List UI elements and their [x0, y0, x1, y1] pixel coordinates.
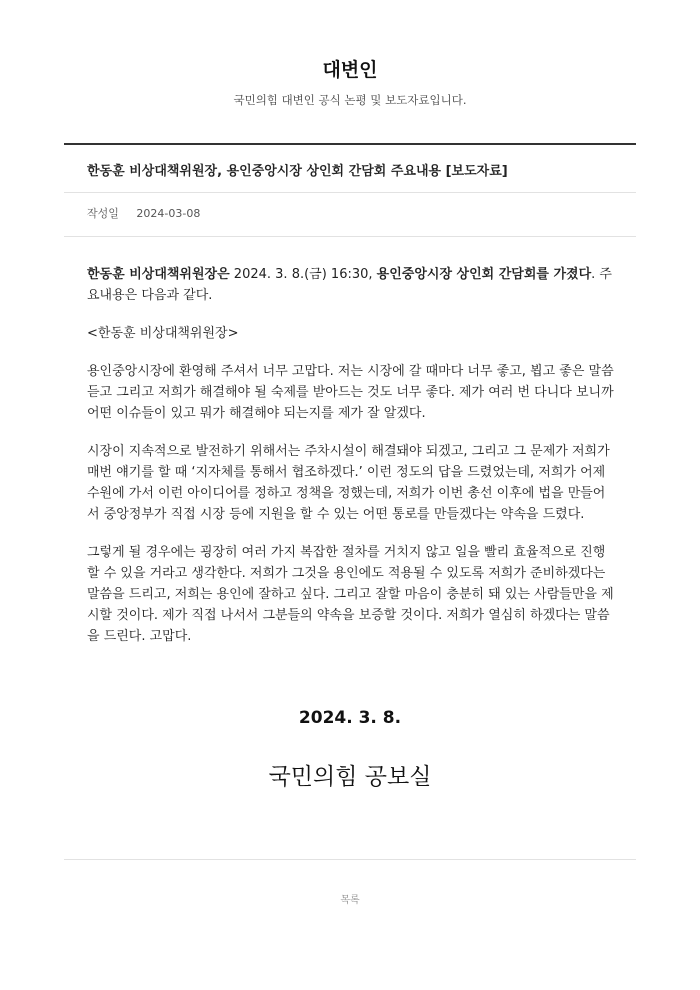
body-paragraph-1: 용인중앙시장에 환영해 주셔서 너무 고맙다. 저는 시장에 갈 때마다 너무 좋고, 뵙고 좋은 말씀 듣고 그리고 저희가 해결해야 될 숙제를 받아드는 것도 너무 좋다. 제가 여러 번 다니다 보니까 어떤 이슈들이 있고 뭐가 해결해야 되는지를 제가 잘 알겠다.: [87, 364, 614, 421]
bottom-divider: [64, 859, 636, 860]
post-content: [87, 264, 617, 647]
lead-bold-event: 용인중앙시장 상인회 간담회를 가졌다: [376, 267, 592, 282]
site-subtitle: 국민의힘 대변인 공식 논평 및 보도자료입니다.: [233, 93, 467, 107]
release-date: 2024. 3. 8.: [298, 708, 402, 728]
section-heading: <한동훈 비상대책위원장>: [87, 326, 239, 341]
lead-datetime: 2024. 3. 8.(금) 16:30,: [229, 267, 377, 282]
body-divider: [64, 236, 636, 237]
press-office-signature: 국민의힘 공보실: [268, 764, 432, 790]
meta-date-value: 2024-03-08: [136, 207, 201, 220]
post-title: 한동훈 비상대책위원장, 용인중앙시장 상인회 간담회 주요내용 [보도자료]: [87, 164, 508, 179]
meta-date-label: 작성일: [87, 207, 119, 220]
post-meta: [87, 205, 200, 221]
body-paragraph-2: 시장이 지속적으로 발전하기 위해서는 주차시설이 해결돼야 되겠고, 그리고 그 문제가 저희가 매번 얘기를 할 때 ‘지자체를 통해서 협조하겠다.’ 이런 정도의 답을 드렸었는데, 저희가 어제 수원에 가서 이런 아이디어를 정하고 정책을 정했는데, 저희가 이번 총선 이후에 법을 만들어서 중앙정부가 직접 시장 등에 지원을 할 수 있는 어떤 통로를 만들겠다는 약속을 드렸다.: [87, 444, 610, 522]
top-divider: [64, 143, 636, 145]
lead-tail: . 주요내용은 다음과 같다.: [87, 267, 612, 303]
meta-divider: [64, 192, 636, 193]
lead-paragraph: [87, 264, 617, 306]
body-paragraph-3: 그렇게 될 경우에는 굉장히 여러 가지 복잡한 절차를 거치지 않고 일을 빨리 효율적으로 진행할 수 있을 거라고 생각한다. 저희가 그것을 용인에도 적용될 수 있도록 저희가 준비하겠다는 말씀을 드리고, 저희는 용인에 잘하고 싶다. 그리고 잘할 마음이 충분히 돼 있는 사람들만을 제시할 것이다. 제가 직접 나서서 그분들의 약속을 보증할 것이다. 저희가 열심히 하겠다는 말씀을 드린다. 고맙다.: [87, 545, 614, 644]
site-title: 대변인: [322, 59, 378, 81]
lead-bold-subject: 한동훈 비상대책위원장은: [87, 267, 230, 282]
list-button[interactable]: 목록: [340, 895, 360, 906]
